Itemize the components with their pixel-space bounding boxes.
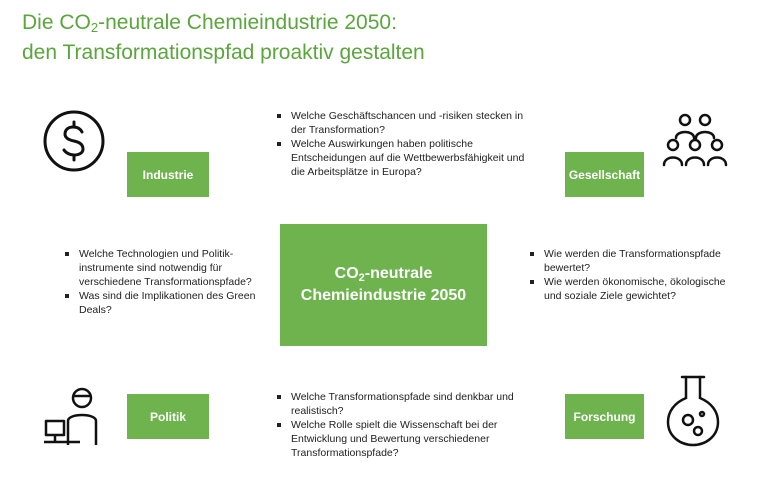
title-text-rest: -neutrale Chemieindustrie 2050: — [98, 11, 397, 34]
question-item: Wie werden ökonomische, ökologische und soziale Ziele gewichtet? — [544, 275, 734, 303]
person-at-computer-icon — [40, 385, 106, 447]
question-item: Welche Transformationspfade sind denkbar und realistisch? — [291, 390, 521, 418]
center-line-1 — [335, 263, 433, 285]
people-group-icon — [660, 110, 730, 170]
title-subscript: 2 — [90, 20, 99, 35]
title-line-2: den Transformationspfad proaktiv gestalten — [22, 41, 425, 64]
center-text-rest: -neutrale — [364, 265, 433, 282]
politik-box — [127, 394, 209, 439]
question-item: Welche Technologien und Politik-instrumente sind notwendig für verschiedene Transformationspfade? — [79, 247, 269, 289]
questions-left — [63, 247, 269, 317]
center-line-2: Chemieindustrie 2050 — [300, 287, 467, 304]
center-text: CO — [334, 265, 359, 282]
title-line-1 — [22, 8, 722, 38]
center-box — [280, 224, 487, 346]
question-item: Wie werden die Transformationspfade bewertet? — [544, 247, 734, 275]
dollar-circle-icon — [42, 109, 106, 173]
questions-right — [528, 247, 734, 303]
questions-bottom — [275, 390, 521, 460]
forschung-box — [565, 394, 644, 439]
industrie-box — [127, 152, 209, 197]
question-item: Was sind die Implikationen des Green Deals? — [79, 289, 269, 317]
flask-icon — [664, 374, 724, 448]
question-item: Welche Rolle spielt die Wissenschaft bei der Entwicklung und Bewertung verschiedener Transformationspfade? — [291, 418, 521, 460]
question-item: Welche Geschäftschancen und -risiken stecken in der Transformation? — [291, 109, 531, 137]
question-item: Welche Auswirkungen haben politische Entscheidungen auf die Wettbewerbsfähigkeit und die Arbeitsplätze in Europa? — [291, 137, 531, 179]
page-title — [22, 8, 722, 68]
industrie-label: Industrie — [142, 167, 194, 182]
forschung-label: Forschung — [573, 409, 636, 424]
questions-top — [275, 109, 531, 179]
politik-label: Politik — [149, 409, 186, 424]
gesellschaft-label: Gesellschaft — [568, 167, 641, 182]
gesellschaft-box — [565, 152, 644, 197]
title-text: Die CO — [22, 11, 91, 34]
center-subscript: 2 — [358, 272, 365, 284]
